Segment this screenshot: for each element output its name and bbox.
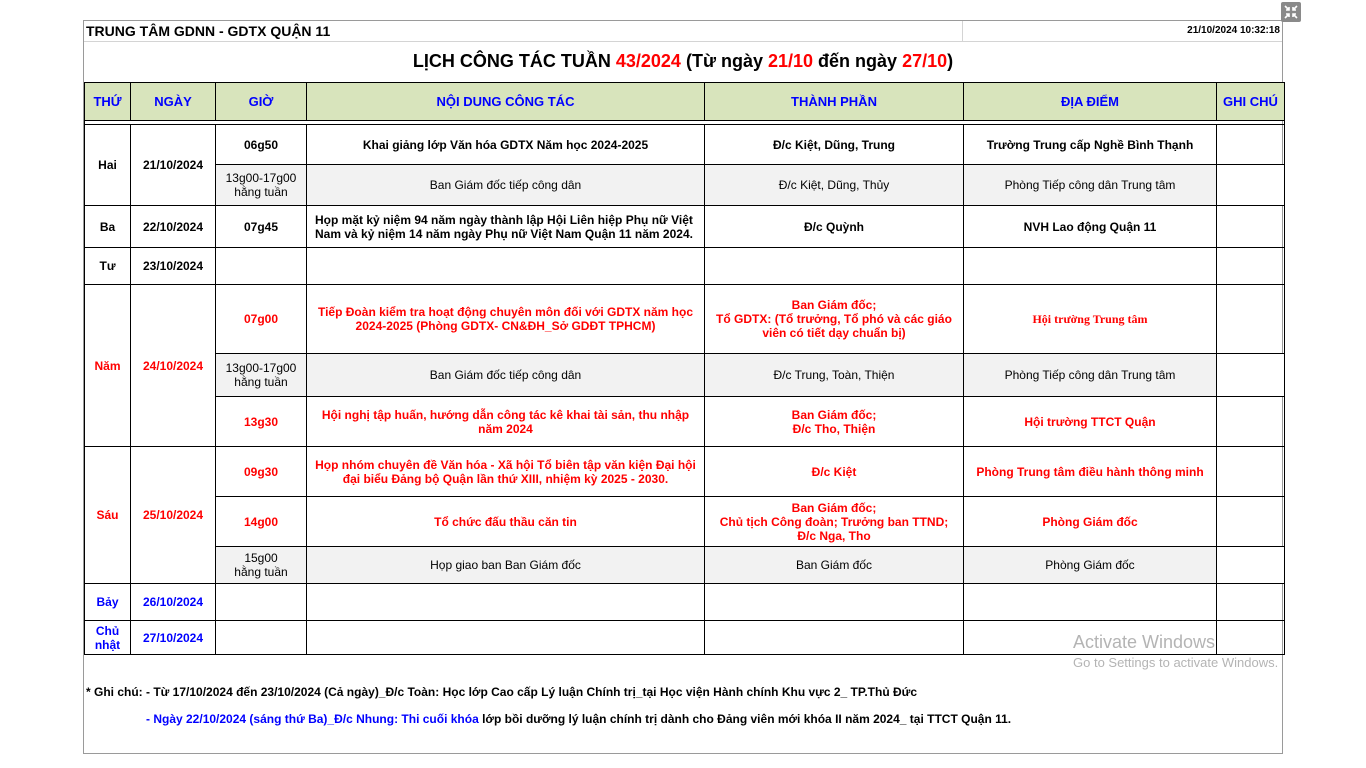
col-thanhphan: THÀNH PHẦN [705, 83, 964, 121]
event-location: Phòng Giám đốc [964, 497, 1217, 547]
table-header-row [85, 83, 1285, 121]
event-participants [705, 248, 964, 285]
event-time [216, 621, 307, 655]
table-row [85, 206, 1285, 248]
event-participants: Đ/c Kiệt [705, 447, 964, 497]
event-note [1217, 584, 1285, 621]
title-mid1: (Từ ngày [680, 51, 768, 71]
table-row [85, 125, 1285, 165]
title-to: 27/10 [902, 51, 948, 71]
event-location: Hội trường TTCT Quận [964, 397, 1217, 447]
table-row [85, 285, 1285, 354]
event-participants: Đ/c Quỳnh [705, 206, 964, 248]
col-diadiem: ĐỊA ĐIỂM [964, 83, 1217, 121]
event-participants [705, 621, 964, 655]
title-week: 43/2024 [615, 51, 681, 71]
note-line-1: * Ghi chú: - Từ 17/10/2024 đến 23/10/2024 (Cả ngày)_Đ/c Toàn: Học lớp Cao cấp Lý luận Chính trị_tại Học viện Hành chính Khu vực 2_ TP.Thủ Đức [86, 685, 918, 699]
event-participants: Ban Giám đốc; Đ/c Tho, Thiện [705, 397, 964, 447]
event-location: Trường Trung cấp Nghề Bình Thạnh [964, 125, 1217, 165]
event-content [307, 621, 705, 655]
watermark-title: Activate Windows [1073, 632, 1216, 652]
event-time: 13g30 [216, 397, 307, 447]
table-row [85, 248, 1285, 285]
event-note [1217, 447, 1285, 497]
event-content: Khai giảng lớp Văn hóa GDTX Năm học 2024-2025 [307, 125, 705, 165]
title-suffix: ) [947, 51, 954, 71]
day-date: 21/10/2024 [131, 125, 216, 206]
day-date: 27/10/2024 [131, 621, 216, 655]
event-participants: Đ/c Kiệt, Dũng, Thủy [705, 165, 964, 206]
event-content: Họp mặt kỷ niệm 94 năm ngày thành lập Hội Liên hiệp Phụ nữ Việt Nam và kỷ niệm 14 năm ngày Phụ nữ Việt Nam Quận 11 năm 2024. [307, 206, 705, 248]
col-noidung: NỘI DUNG CÔNG TÁC [307, 83, 705, 121]
watermark-subtitle: Go to Settings to activate Windows. [1073, 655, 1279, 670]
event-location [964, 584, 1217, 621]
table-row [85, 354, 1285, 397]
event-note [1217, 125, 1285, 165]
table-row [85, 397, 1285, 447]
title-mid2: đến ngày [813, 51, 903, 71]
day-name: Chủ nhật [85, 621, 131, 655]
header-divider [962, 21, 963, 41]
event-location: Phòng Tiếp công dân Trung tâm [964, 165, 1217, 206]
day-date: 25/10/2024 [131, 447, 216, 584]
day-date: 24/10/2024 [131, 285, 216, 447]
event-note [1217, 397, 1285, 447]
event-content: Họp giao ban Ban Giám đốc [307, 547, 705, 584]
day-name: Bảy [85, 584, 131, 621]
event-content: Tiếp Đoàn kiểm tra hoạt động chuyên môn đối với GDTX năm học 2024-2025 (Phòng GDTX- CN&ĐH_Sở GDĐT TPHCM) [307, 285, 705, 354]
page-title [84, 51, 1282, 72]
note-line-2-highlight: - Ngày 22/10/2024 (sáng thứ Ba)_Đ/c Nhung: Thi cuối khóa [146, 712, 479, 726]
event-location: Phòng Trung tâm điều hành thông minh [964, 447, 1217, 497]
title-prefix: LỊCH CÔNG TÁC TUẦN [412, 51, 616, 71]
print-timestamp: 21/10/2024 10:32:18 [1187, 25, 1280, 36]
event-note [1217, 165, 1285, 206]
event-time: 09g30 [216, 447, 307, 497]
event-note [1217, 248, 1285, 285]
day-date: 22/10/2024 [131, 206, 216, 248]
table-row [85, 497, 1285, 547]
event-location: Phòng Giám đốc [964, 547, 1217, 584]
event-location: Hội trường Trung tâm [964, 285, 1217, 354]
event-content: Họp nhóm chuyên đề Văn hóa - Xã hội Tổ biên tập văn kiện Đại hội đại biểu Đảng bộ Quận lần thứ XIII, nhiệm kỳ 2025 - 2030. [307, 447, 705, 497]
day-name: Tư [85, 248, 131, 285]
event-time [216, 248, 307, 285]
event-location: NVH Lao động Quận 11 [964, 206, 1217, 248]
event-time [216, 584, 307, 621]
event-content: Hội nghị tập huấn, hướng dẫn công tác kê khai tài sản, thu nhập năm 2024 [307, 397, 705, 447]
note-line-2 [146, 712, 1011, 726]
event-time: 13g00-17g00 hằng tuần [216, 165, 307, 206]
event-note [1217, 497, 1285, 547]
event-location [964, 248, 1217, 285]
event-note [1217, 285, 1285, 354]
event-time: 06g50 [216, 125, 307, 165]
table-row [85, 547, 1285, 584]
event-note [1217, 206, 1285, 248]
col-gio: GIỜ [216, 83, 307, 121]
day-name: Ba [85, 206, 131, 248]
event-participants: Ban Giám đốc [705, 547, 964, 584]
event-note [1217, 354, 1285, 397]
table-row [85, 584, 1285, 621]
event-participants: Ban Giám đốc; Chủ tịch Công đoàn; Trưởng ban TTND; Đ/c Nga, Tho [705, 497, 964, 547]
event-content [307, 584, 705, 621]
day-name: Năm [85, 285, 131, 447]
day-date: 26/10/2024 [131, 584, 216, 621]
sheet-header [84, 21, 1282, 42]
event-content: Ban Giám đốc tiếp công dân [307, 354, 705, 397]
event-time: 07g45 [216, 206, 307, 248]
collapse-fullscreen-icon[interactable] [1281, 2, 1301, 22]
table-row [85, 447, 1285, 497]
day-name: Hai [85, 125, 131, 206]
table-row [85, 165, 1285, 206]
title-from: 21/10 [768, 51, 814, 71]
activation-watermark [1073, 632, 1278, 670]
event-participants: Đ/c Trung, Toàn, Thiện [705, 354, 964, 397]
event-content: Tổ chức đấu thầu căn tin [307, 497, 705, 547]
event-time: 07g00 [216, 285, 307, 354]
org-name: TRUNG TÂM GDNN - GDTX QUẬN 11 [86, 23, 331, 39]
event-content [307, 248, 705, 285]
event-location: Phòng Tiếp công dân Trung tâm [964, 354, 1217, 397]
event-time: 15g00 hằng tuần [216, 547, 307, 584]
collapse-arrows-icon [1281, 2, 1301, 22]
event-time: 14g00 [216, 497, 307, 547]
schedule-table [84, 82, 1285, 655]
col-ngay: NGÀY [131, 83, 216, 121]
note-line-2-rest: lớp bồi dưỡng lý luận chính trị dành cho Đảng viên mới khóa II năm 2024_ tại TTCT Quận 11. [478, 712, 1012, 726]
event-time: 13g00-17g00 hằng tuần [216, 354, 307, 397]
day-date: 23/10/2024 [131, 248, 216, 285]
event-participants: Ban Giám đốc; Tổ GDTX: (Tổ trưởng, Tổ phó và các giáo viên có tiết dạy chuẩn bị) [705, 285, 964, 354]
event-content: Ban Giám đốc tiếp công dân [307, 165, 705, 206]
col-ghichu: GHI CHÚ [1217, 83, 1285, 121]
event-note [1217, 547, 1285, 584]
day-name: Sáu [85, 447, 131, 584]
event-participants [705, 584, 964, 621]
col-thu: THỨ [85, 83, 131, 121]
event-participants: Đ/c Kiệt, Dũng, Trung [705, 125, 964, 165]
